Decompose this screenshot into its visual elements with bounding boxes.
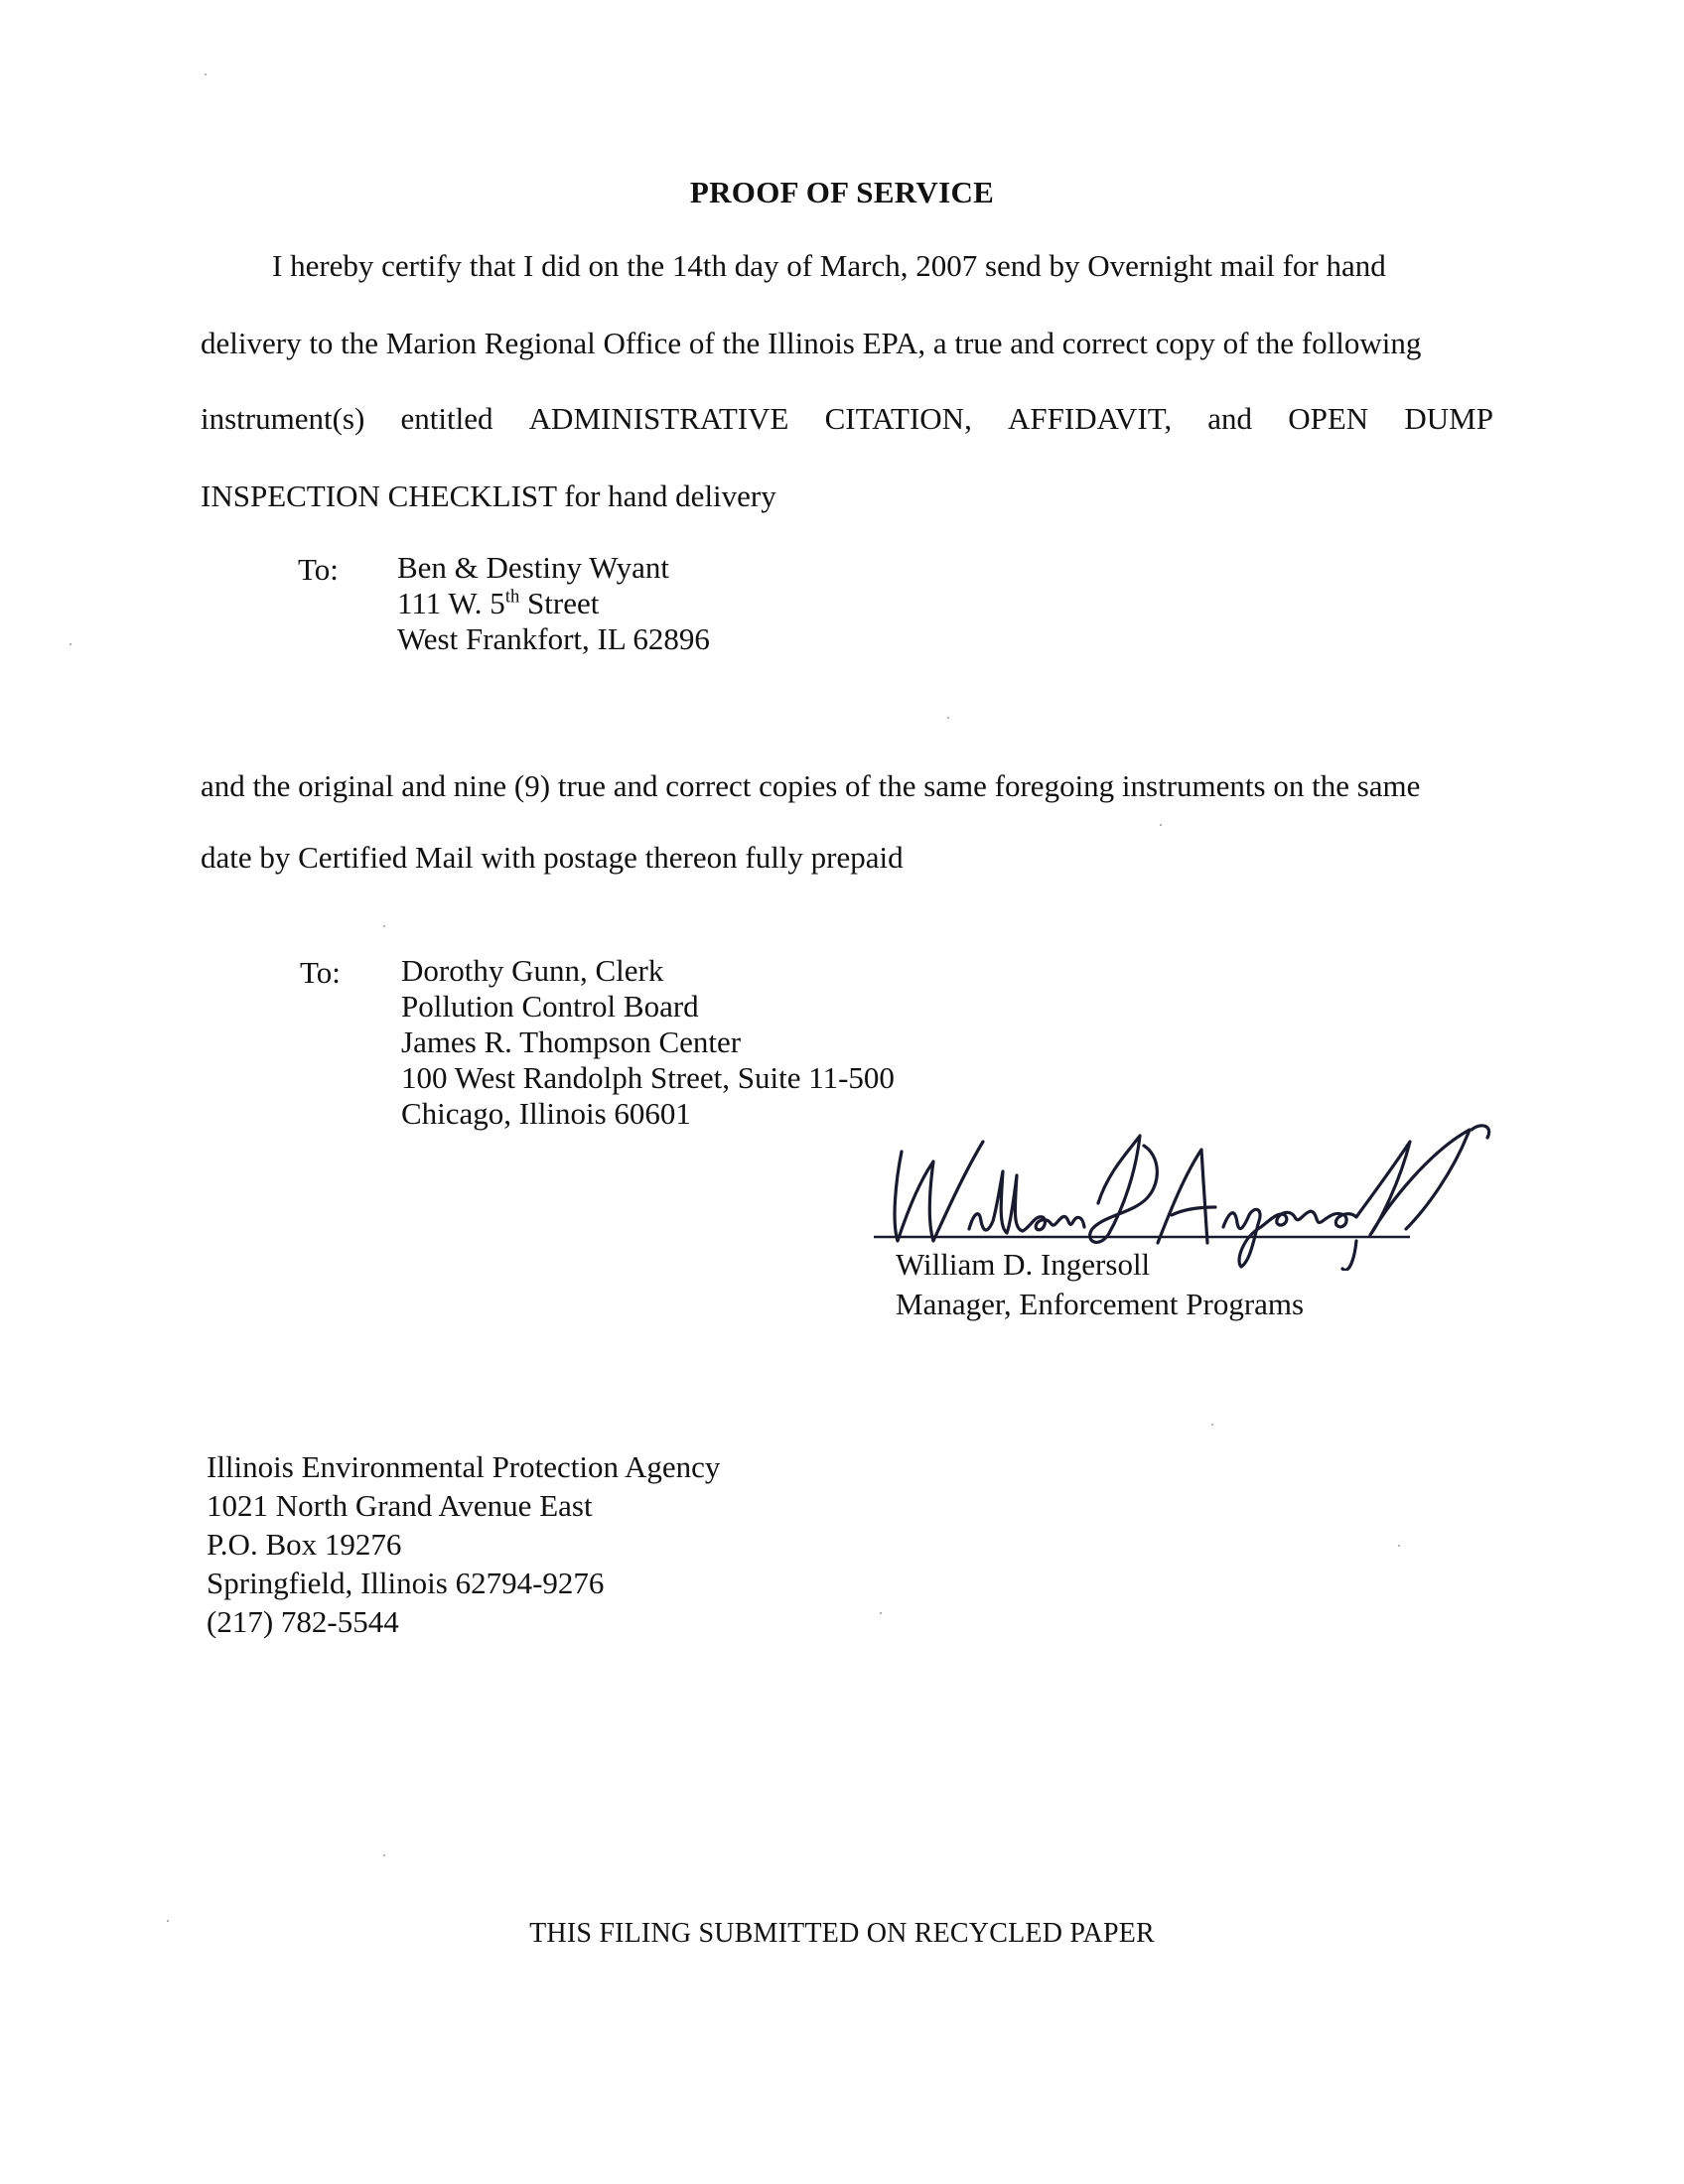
agency-line: 1021 North Grand Avenue East [207,1488,593,1523]
certification-line-4: INSPECTION CHECKLIST for hand delivery [201,478,776,513]
word: ADMINISTRATIVE [528,401,789,436]
scan-speck [70,643,71,645]
word: entitled [400,401,493,436]
recipient-1-city: West Frankfort, IL 62896 [397,621,710,656]
recipient-2-address [401,953,895,1132]
word: CITATION, [824,401,972,436]
agency-address [207,1447,720,1641]
copies-line-2: date by Certified Mail with postage thereon fully prepaid [201,840,904,875]
copies-line-1: and the original and nine (9) true and correct copies of the same foregoing instruments on the same [201,768,1421,803]
word: instrument(s) [201,401,365,436]
scan-speck [880,1612,882,1614]
recipient-1-street: 111 W. 5th Street [397,586,600,620]
agency-line: P.O. Box 19276 [207,1527,402,1562]
page-title: PROOF OF SERVICE [689,175,995,209]
address-line: James R. Thompson Center [401,1024,742,1059]
to-label-1: To: [298,552,339,587]
to-label-2: To: [300,955,341,990]
address-line: 100 West Randolph Street, Suite 11-500 [401,1060,895,1095]
scan-speck [383,925,385,927]
scan-speck [167,1920,169,1922]
scan-speck [947,717,949,719]
word: OPEN [1288,401,1369,436]
agency-line: Springfield, Illinois 62794-9276 [207,1566,605,1600]
word: DUMP [1404,401,1493,436]
address-line: Pollution Control Board [401,989,699,1024]
scan-speck [383,1854,385,1856]
recycled-paper-footer: THIS FILING SUBMITTED ON RECYCLED PAPER [529,1918,1155,1949]
scan-speck [1211,1424,1213,1426]
recipient-1-name: Ben & Destiny Wyant [397,550,669,585]
scan-speck [1398,1545,1400,1547]
scan-speck [205,73,207,75]
certification-line-3 [201,401,1493,437]
scan-speck [1160,824,1162,826]
certification-line-2: delivery to the Marion Regional Office of the Illinois EPA, a true and correct copy of the following [201,326,1422,360]
recipient-1-address [397,550,710,657]
address-line: Dorothy Gunn, Clerk [401,953,664,988]
word: AFFIDAVIT, [1008,401,1173,436]
agency-line: (217) 782-5544 [207,1604,399,1639]
word: and [1207,401,1253,436]
agency-line: Illinois Environmental Protection Agency [207,1449,721,1484]
signer-name: William D. Ingersoll [896,1247,1151,1282]
address-line: Chicago, Illinois 60601 [401,1096,691,1131]
signature-block [896,1245,1304,1324]
signer-title: Manager, Enforcement Programs [896,1287,1305,1321]
certification-line-1: I hereby certify that I did on the 14th day of March, 2007 send by Overnight mail for hand [272,248,1386,283]
